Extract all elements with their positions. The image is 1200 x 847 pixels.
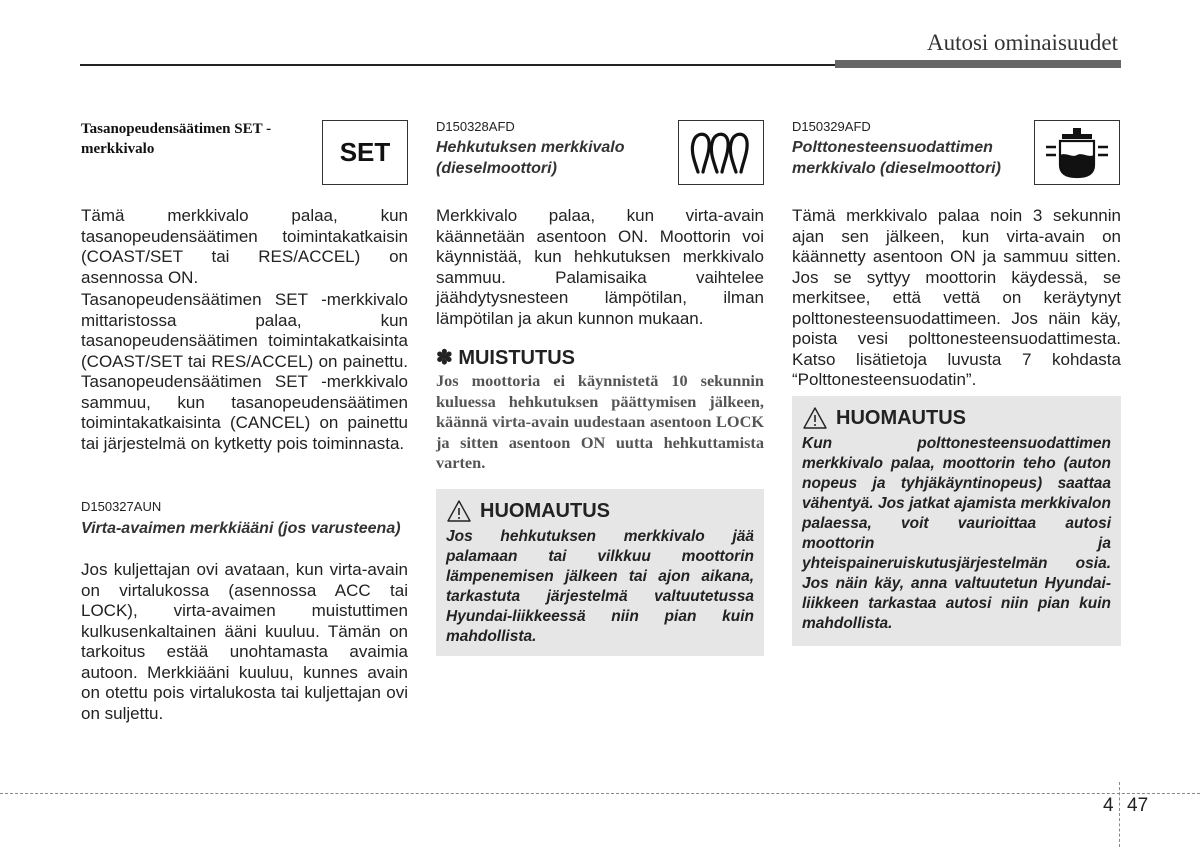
glow-plug-icon — [686, 128, 756, 178]
set-indicator-paragraph-2: Tasanopeudensäätimen SET -merkkivalo mittaristossa palaa, kun tasanopeudensäätimen toimintakatkaisinta (COAST/SET tai RES/ACCEL) on painettu. Tasanopeudensäätimen SET -merkkivalo sammuu, kun tasanopeudensäätimen toimintakatkaisinta (CANCEL) on painettu tai järjestelmä on kytketty pois toiminnasta. — [81, 290, 408, 453]
fuel-filter-paragraph: Tämä merkkivalo palaa noin 3 sekunnin ajan sen jälkeen, kun virta-avain on käännetty asentoon ON ja sammuu sitten. Jos se syttyy moottorin käydessä, se merkitsee, että vettä on keräytynyt polttonesteensuodattimeen. Jos näin käy, poista vesi polttonesteensuodattimesta. Katso lisätietoja luvusta 7 kohdasta “Polttonesteensuodatin”. — [792, 206, 1121, 389]
page-number: 47 — [1127, 795, 1149, 816]
section-code: D150327AUN — [81, 499, 162, 514]
header-accent-bar — [835, 60, 1121, 68]
set-indicator-icon-box — [322, 120, 408, 185]
warning-triangle-icon — [446, 499, 472, 523]
note-text: Jos moottoria ei käynnistetä 10 sekunnin kuluessa hehkutuksen päättymisen jälkeen, käännä virta-avain uudestaan asentoon LOCK ja sitten asentoon ON uutta hehkuttamista varten. — [436, 371, 764, 472]
header-rule — [80, 64, 835, 66]
glow-indicator-paragraph: Merkkivalo palaa, kun virta-avain käännetään asentoon ON. Moottorin voi käynnistää, kun hehkutuksen merkkivalo sammuu. Palamisaika vaihtelee jäähdytysnesteen lämpötilan, ilman lämpötilan ja akun kunnon mukaan. — [436, 206, 764, 328]
page-header-title: Autosi ominaisuudet — [926, 30, 1118, 55]
warning-triangle-icon — [802, 406, 828, 430]
key-reminder-title: Virta-avaimen merkkiääni (jos varusteena) — [81, 520, 401, 537]
warning-box — [436, 489, 764, 656]
note-heading: ✽ MUISTUTUS — [436, 347, 575, 369]
warning-text: Jos hehkutuksen merkkivalo jää palamaan tai vilkkuu moottorin lämpenemisen jälkeen tai ajon aikana, tarkastuta järjestelmä valtuutetussa Hyundai-liikkeessä niin pian kuin mahdollista. — [446, 528, 754, 645]
warning-heading: HUOMAUTUS — [480, 499, 610, 522]
chapter-number: 4 — [1103, 795, 1114, 816]
fuel-filter-indicator-title: Polttonesteensuodattimen merkkivalo (dieselmoottori) — [792, 139, 1001, 177]
fuel-filter-icon-box — [1034, 120, 1120, 185]
fuel-filter-water-icon — [1042, 125, 1112, 181]
footer-page-separator — [1119, 782, 1120, 847]
glow-indicator-icon-box — [678, 120, 764, 185]
set-indicator-title: Tasanopeudensäätimen SET -merkkivalo — [81, 121, 272, 157]
warning-header — [446, 499, 610, 523]
warning-box — [792, 396, 1121, 646]
set-indicator-paragraph-1: Tämä merkkivalo palaa, kun tasanopeudensäätimen toimintakatkaisin (COAST/SET tai RES/ACCEL) on asennossa ON. — [81, 206, 408, 287]
footer-dashed-rule — [0, 793, 1200, 794]
warning-header — [802, 406, 966, 430]
section-code: D150328AFD — [436, 119, 515, 134]
key-reminder-paragraph: Jos kuljettajan ovi avataan, kun virta-avain on virtalukossa (asennossa ACC tai LOCK), virta-avaimen muistuttimen kulkusenkaltainen ääni kuuluu. Tämän on tarkoitus estää unohtamasta avaimia autoon. Merkkiääni kuuluu, kunnes avain on otettu pois virtalukosta tai kuljettajan ovi on suljettu. — [81, 560, 408, 723]
glow-indicator-title: Hehkutuksen merkkivalo (dieselmoottori) — [436, 139, 625, 177]
warning-text: Kun polttonesteensuodattimen merkkivalo palaa, moottorin teho (auton nopeus ja tyhjäkäyntinopeus) saattaa vähentyä. Jos jatkat ajamista merkkivalon palaessa, voit vaurioittaa autosi moottorin ja yhteispaineruiskutusjärjestelmän osia. Jos näin käy, anna valtuutetun Hyundai-liikkeen tarkastaa autosi niin pian kuin mahdollista. — [802, 435, 1111, 632]
warning-heading: HUOMAUTUS — [836, 406, 966, 429]
section-code: D150329AFD — [792, 119, 871, 134]
set-icon: SET — [339, 137, 391, 167]
